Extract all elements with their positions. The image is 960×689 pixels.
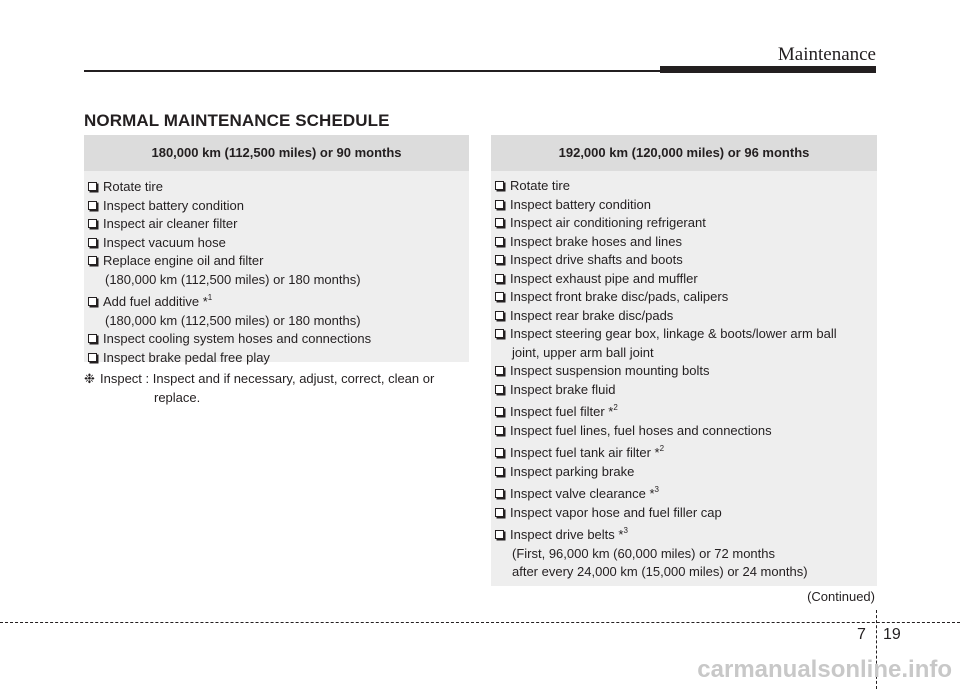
checklist-item xyxy=(88,215,469,234)
checkbox-icon xyxy=(495,274,504,283)
checklist-item-label: Inspect drive belts * xyxy=(510,527,624,542)
checklist-item-detail: (First, 96,000 km (60,000 miles) or 72 months xyxy=(512,545,775,561)
checkbox-icon xyxy=(495,385,504,394)
checklist-item-label: Inspect fuel filter * xyxy=(510,404,614,419)
checkbox-icon xyxy=(495,200,504,209)
checkbox-icon xyxy=(88,219,97,228)
checklist-item xyxy=(495,325,877,344)
checklist-item-label: Inspect cooling system hoses and connections xyxy=(103,331,372,346)
checklist-item-label: Inspect air conditioning refrigerant xyxy=(510,215,706,230)
checkbox-icon xyxy=(88,334,97,343)
checkbox-icon xyxy=(88,256,97,265)
checklist-item-label: Add fuel additive * xyxy=(103,294,208,309)
footnote-mark: 3 xyxy=(654,485,659,494)
checklist-item xyxy=(495,177,877,196)
checklist-item xyxy=(495,270,877,289)
checklist-item xyxy=(495,362,877,381)
checkbox-icon xyxy=(88,238,97,247)
checklist-item-label: Inspect valve clearance * xyxy=(510,486,655,501)
checklist-item xyxy=(88,289,469,312)
checklist-item xyxy=(495,522,877,545)
checkbox-icon xyxy=(495,366,504,375)
section-title: Maintenance xyxy=(777,44,876,65)
checkbox-icon xyxy=(495,407,504,416)
panel-heading: 180,000 km (112,500 miles) or 90 months xyxy=(84,135,469,171)
checklist-item xyxy=(495,504,877,523)
legend-continuation: replace. xyxy=(154,389,201,405)
checklist-item-label: Inspect rear brake disc/pads xyxy=(510,307,674,323)
checklist xyxy=(84,171,469,367)
checklist xyxy=(491,177,877,582)
checklist-item-label: Inspect fuel tank air filter * xyxy=(510,445,660,460)
schedule-panel-192000km xyxy=(491,135,877,604)
checkbox-icon xyxy=(495,218,504,227)
checklist-item-detail: joint, upper arm ball joint xyxy=(512,344,654,360)
checkbox-icon xyxy=(495,489,504,498)
checklist-item-detail: (180,000 km (112,500 miles) or 180 months) xyxy=(105,312,361,328)
checklist-item-label: Inspect exhaust pipe and muffler xyxy=(510,270,698,286)
checklist-item xyxy=(88,178,469,197)
checklist-item-label: Inspect drive shafts and boots xyxy=(510,252,683,267)
checkbox-icon xyxy=(495,530,504,539)
continued-note: (Continued) xyxy=(807,588,875,604)
checkbox-icon xyxy=(495,329,504,338)
checklist-item xyxy=(495,307,877,326)
checklist-item-label: Inspect parking brake xyxy=(510,463,635,479)
checklist-item xyxy=(495,196,877,215)
checklist-item xyxy=(88,349,469,368)
checklist-item xyxy=(88,197,469,216)
checklist-item-label: Rotate tire xyxy=(510,178,570,193)
panel-heading: 192,000 km (120,000 miles) or 96 months xyxy=(491,135,877,171)
checklist-item xyxy=(495,381,877,400)
chapter-number: 7 xyxy=(857,626,866,643)
checkbox-icon xyxy=(495,448,504,457)
footer-rule xyxy=(0,622,960,623)
checklist-item xyxy=(495,440,877,463)
checkbox-icon xyxy=(495,255,504,264)
checkbox-icon xyxy=(88,297,97,306)
checkbox-icon xyxy=(88,182,97,191)
checklist-item-label: Inspect brake hoses and lines xyxy=(510,233,682,249)
checklist-item-label: Inspect steering gear box, linkage & boots/lower arm ball xyxy=(510,326,837,341)
checklist-item xyxy=(495,233,877,252)
page-title: NORMAL MAINTENANCE SCHEDULE xyxy=(84,111,390,130)
checklist-item xyxy=(88,330,469,349)
checkbox-icon xyxy=(495,311,504,320)
legend-note xyxy=(84,370,469,407)
header-rule xyxy=(84,70,660,72)
checklist-item-label: Inspect brake pedal free play xyxy=(103,349,270,365)
checklist-item xyxy=(88,234,469,253)
checklist-item xyxy=(88,252,469,271)
checkbox-icon xyxy=(495,237,504,246)
legend-text: Inspect : Inspect and if necessary, adjust, correct, clean or xyxy=(100,371,435,386)
footnote-mark: 1 xyxy=(207,293,213,302)
checklist-item-label: Inspect vapor hose and fuel filler cap xyxy=(510,504,722,520)
checklist-item-label: Rotate tire xyxy=(103,179,163,194)
checklist-item-label: Inspect air cleaner filter xyxy=(103,216,238,231)
checklist-item-label: Inspect brake fluid xyxy=(510,381,616,397)
checklist-item-label: Inspect battery condition xyxy=(510,196,651,212)
checklist-item-label: Inspect vacuum hose xyxy=(103,234,226,250)
asterisk-icon: ❉ xyxy=(84,371,95,386)
checkbox-icon xyxy=(88,201,97,210)
footnote-mark: 2 xyxy=(659,444,665,453)
header-rule-accent xyxy=(660,66,876,73)
checklist-item xyxy=(495,288,877,307)
checklist-item-detail: (180,000 km (112,500 miles) or 180 months) xyxy=(105,271,361,287)
checklist-item-detail: after every 24,000 km (15,000 miles) or 24 months) xyxy=(512,564,808,579)
checklist-item-label: Inspect suspension mounting bolts xyxy=(510,363,710,378)
watermark: carmanualsonline.info xyxy=(697,656,952,683)
checkbox-icon xyxy=(495,426,504,435)
checkbox-icon xyxy=(88,353,97,362)
checklist-item xyxy=(495,251,877,270)
checklist-item xyxy=(495,481,877,504)
schedule-panel-180000km xyxy=(84,135,469,365)
checklist-item-label: Replace engine oil and filter xyxy=(103,253,264,268)
checkbox-icon xyxy=(495,467,504,476)
checklist-item xyxy=(495,422,877,441)
footnote-mark: 3 xyxy=(623,526,628,535)
footnote-mark: 2 xyxy=(613,403,618,412)
checkbox-icon xyxy=(495,508,504,517)
page-number: 19 xyxy=(883,626,901,643)
checklist-item-label: Inspect fuel lines, fuel hoses and connections xyxy=(510,422,772,438)
checkbox-icon xyxy=(495,181,504,190)
checklist-item-label: Inspect front brake disc/pads, calipers xyxy=(510,289,729,304)
checkbox-icon xyxy=(495,292,504,301)
checklist-item xyxy=(495,463,877,482)
checklist-item-label: Inspect battery condition xyxy=(103,197,244,213)
checklist-item xyxy=(495,214,877,233)
checklist-item xyxy=(495,399,877,422)
